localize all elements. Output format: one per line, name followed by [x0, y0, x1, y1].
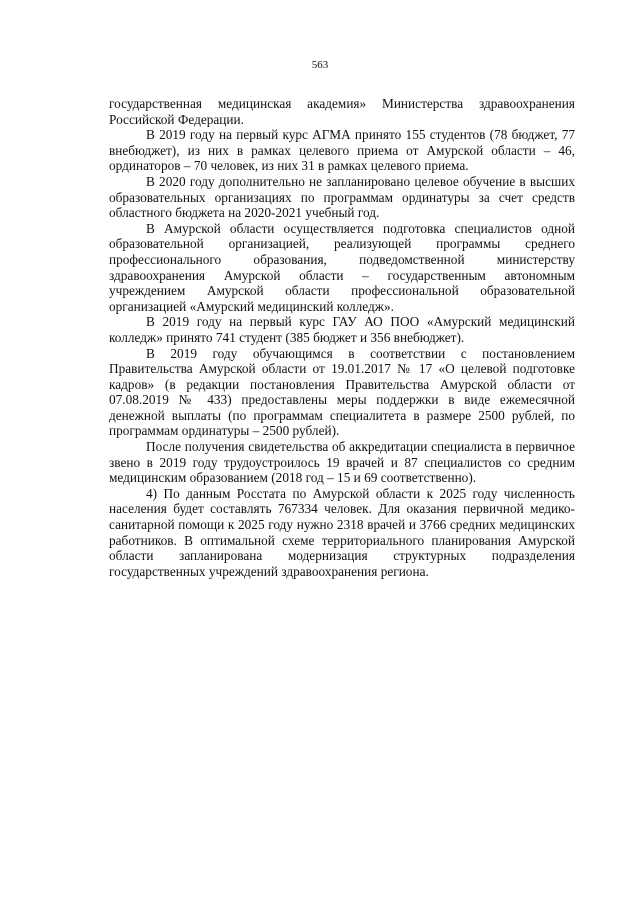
paragraph-medical-college: В Амурской области осуществляется подготовка специалистов одной образовательной организацией, реализующей программы среднего профессионального образования, подведомственной министерству здравоохранения Амурской области – государственным автономным учреждением Амурской области профессиональной образовательной организацией «Амурский медицинский колледж». — [109, 220, 575, 314]
paragraph-college-admission: В 2019 году на первый курс ГАУ АО ПОО «Амурский медицинский колледж» принято 741 студент (385 бюджет и 356 внебюджет). — [109, 314, 575, 345]
paragraph-2020-target-training: В 2020 году дополнительно не запланировано целевое обучение в высших образовательных организациях по программам ординатуры за счет средств областного бюджета на 2020-2021 учебный год. — [109, 173, 575, 221]
paragraph-employment: После получения свидетельства об аккредитации специалиста в первичное звено в 2019 году трудоустроилось 19 врачей и 87 специалистов со средним медицинским образованием (2018 год – 15 и 69 соответственно). — [109, 439, 575, 486]
paragraph-rosstat-forecast: 4) По данным Росстата по Амурской области к 2025 году численность населения будет составлять 767334 человек. Для оказания первичной медико-санитарной помощи к 2025 году нужно 2318 врачей и 3766 средних медицинских работников. В оптимальной схеме территориального планирования Амурской области запланирована модернизация структурных подразделения государственных учреждений здравоохранения региона. — [109, 485, 575, 579]
document-body — [109, 96, 575, 579]
page-number: 563 — [311, 59, 329, 71]
paragraph-agma-admission: В 2019 году на первый курс АГМА принято 155 студентов (78 бюджет, 77 внебюджет), из них в рамках целевого приема от Амурской области – 46, ординаторов – 70 человек, из них 31 в рамках целевого приема. — [109, 127, 575, 174]
paragraph-continuation: государственная медицинская академия» Министерства здравоохранения Российской Федерации. — [109, 96, 575, 127]
paragraph-support-measures: В 2019 году обучающимся в соответствии с постановлением Правительства Амурской области от 19.01.2017 № 17 «О целевой подготовке кадров» (в редакции постановления Правительства Амурской области от 07.08.2019 № 433) предоставлены меры поддержки в виде ежемесячной денежной выплаты (по программам специалитета в размере 2500 рублей, по программам ординатуры – 2500 рублей). — [109, 345, 575, 439]
